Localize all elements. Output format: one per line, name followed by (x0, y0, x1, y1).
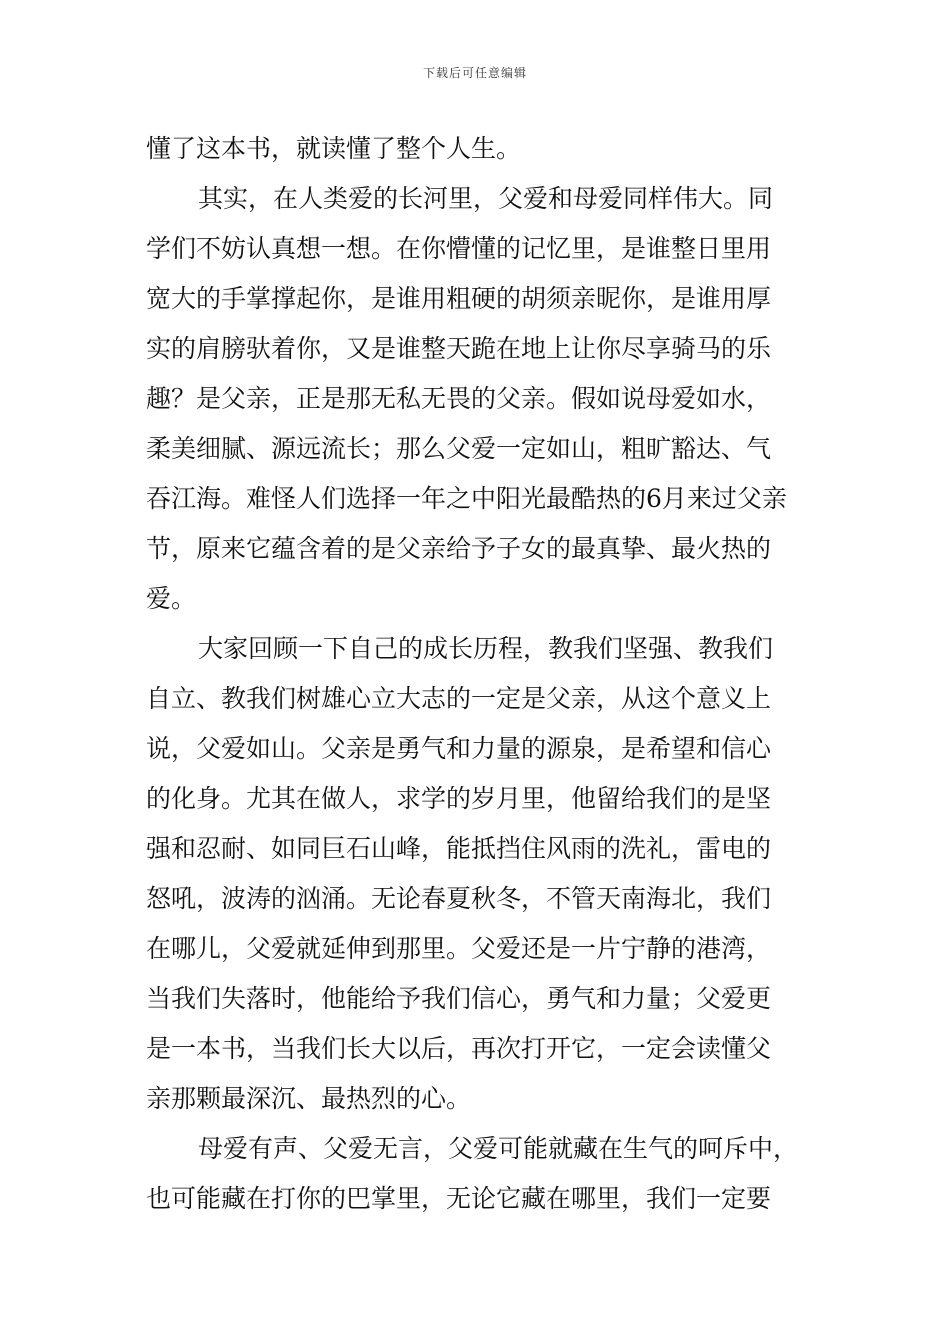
document-body (146, 124, 806, 1224)
page-header: 下载后可任意编辑 (422, 66, 527, 80)
text-line: 趣？是父亲，正是那无私无畏的父亲。假如说母爱如水， (146, 384, 772, 413)
text-line: 的化身。尤其在做人，求学的岁月里，他留给我们的是坚 (146, 784, 772, 813)
text-line: 亲那颗最深沉、最热烈的心。 (146, 1084, 472, 1113)
text-line: 爱。 (146, 584, 197, 613)
text-line: 也可能藏在打你的巴掌里，无论它藏在哪里，我们一定要 (146, 1184, 772, 1213)
text-line: 强和忍耐、如同巨石山峰，能抵挡住风雨的洗礼，雷电的 (146, 834, 772, 863)
text-line: 实的肩膀驮着你，又是谁整天跪在地上让你尽享骑马的乐 (146, 334, 772, 363)
text-line: 怒吼，波涛的汹涌。无论春夏秋冬，不管天南海北，我们 (146, 884, 772, 913)
text-line: 在哪儿，父爱就延伸到那里。父爱还是一片宁静的港湾， (146, 934, 772, 963)
text-line: 吞江海。难怪人们选择一年之中阳光最酷热的6月来过父亲 (146, 484, 787, 513)
text-line: 柔美细腻、源远流长；那么父爱一定如山，粗旷豁达、气 (146, 434, 772, 463)
text-line: 懂了这本书，就读懂了整个人生。 (146, 134, 522, 163)
text-line: 是一本书，当我们长大以后，再次打开它，一定会读懂父 (146, 1034, 772, 1063)
text-line: 母爱有声、父爱无言，父爱可能就藏在生气的呵斥中， (198, 1134, 799, 1163)
text-line: 说，父爱如山。父亲是勇气和力量的源泉，是希望和信心 (146, 734, 772, 763)
text-line: 宽大的手掌撑起你，是谁用粗硬的胡须亲昵你，是谁用厚 (146, 284, 772, 313)
text-line: 节，原来它蕴含着的是父亲给予子女的最真挚、最火热的 (146, 534, 772, 563)
text-line: 学们不妨认真想一想。在你懵懂的记忆里，是谁整日里用 (146, 234, 772, 263)
text-line: 大家回顾一下自己的成长历程，教我们坚强、教我们 (198, 634, 774, 663)
text-line: 自立、教我们树雄心立大志的一定是父亲，从这个意义上 (146, 684, 772, 713)
text-line: 其实，在人类爱的长河里，父爱和母爱同样伟大。同 (198, 184, 774, 213)
text-line: 当我们失落时，他能给予我们信心，勇气和力量；父爱更 (146, 984, 772, 1013)
